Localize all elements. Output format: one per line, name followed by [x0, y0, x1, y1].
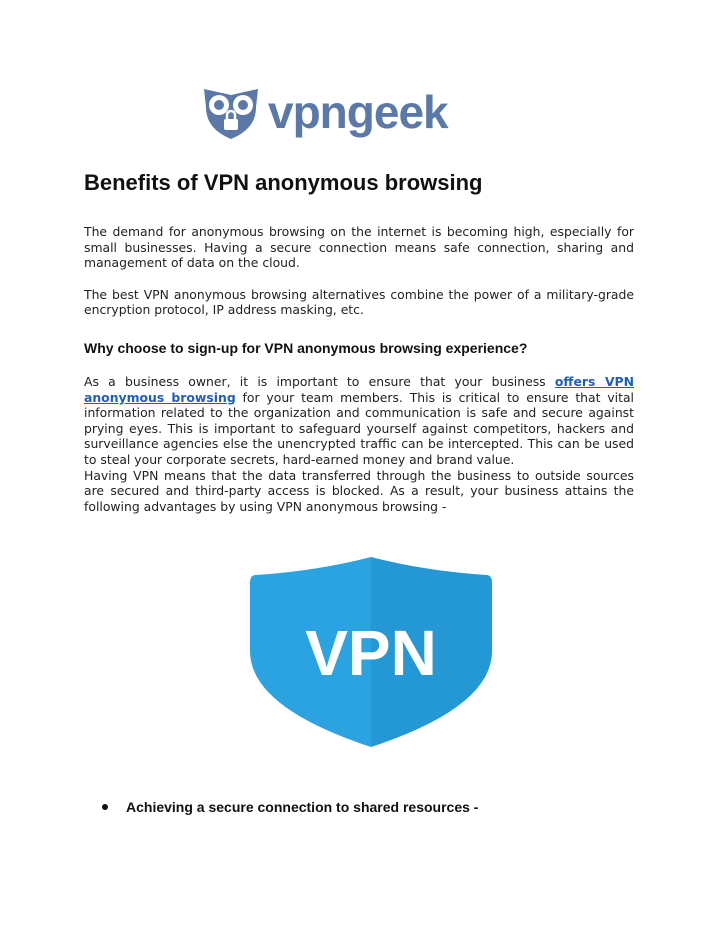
article: [84, 170, 634, 514]
paragraph-text: As a business owner, it is important to ensure that your business: [84, 373, 555, 389]
bullet-dot: [102, 804, 108, 810]
section-heading: Why choose to sign-up for VPN anonymous browsing experience?: [84, 339, 528, 356]
vpn-shield-icon: [240, 553, 502, 749]
paragraph-business-owner: [84, 374, 634, 468]
list-item-label: Achieving a secure connection to shared resources -: [126, 799, 479, 815]
paragraph-intro: The demand for anonymous browsing on the internet is becoming high, especially for small businesses. Having a secure connection means safe connection, sharing and management of data on the cloud.: [84, 224, 634, 271]
offers-vpn-link[interactable]: offers VPN anonymous browsing: [84, 373, 634, 405]
owl-lock-icon: [200, 83, 262, 141]
paragraph-alternatives: The best VPN anonymous browsing alternatives combine the power of a military-grade encryption protocol, IP address masking, etc.: [84, 286, 634, 318]
list-item: [102, 799, 478, 815]
vpn-shield-image: [240, 553, 502, 753]
paragraph-text: for your team members. This is critical to ensure that vital information related to the organization and communication is safe and secure against prying eyes. This is important to safeguard yourself against competitors, hackers and surveillance agencies else the unencrypted traffic can be intercepted. This can be used to steal your corporate secrets, hard-earned money and brand value.: [84, 389, 634, 467]
logo-wordmark: vpngeek: [268, 86, 448, 138]
vpngeek-logo: [200, 82, 448, 142]
shield-text: VPN: [305, 617, 437, 689]
paragraph-advantages: Having VPN means that the data transferred through the business to outside sources are secured and third-party access is blocked. As a result, your business attains the following advantages by using VPN anonymous browsing -: [84, 467, 634, 514]
page-title: Benefits of VPN anonymous browsing: [84, 170, 483, 195]
